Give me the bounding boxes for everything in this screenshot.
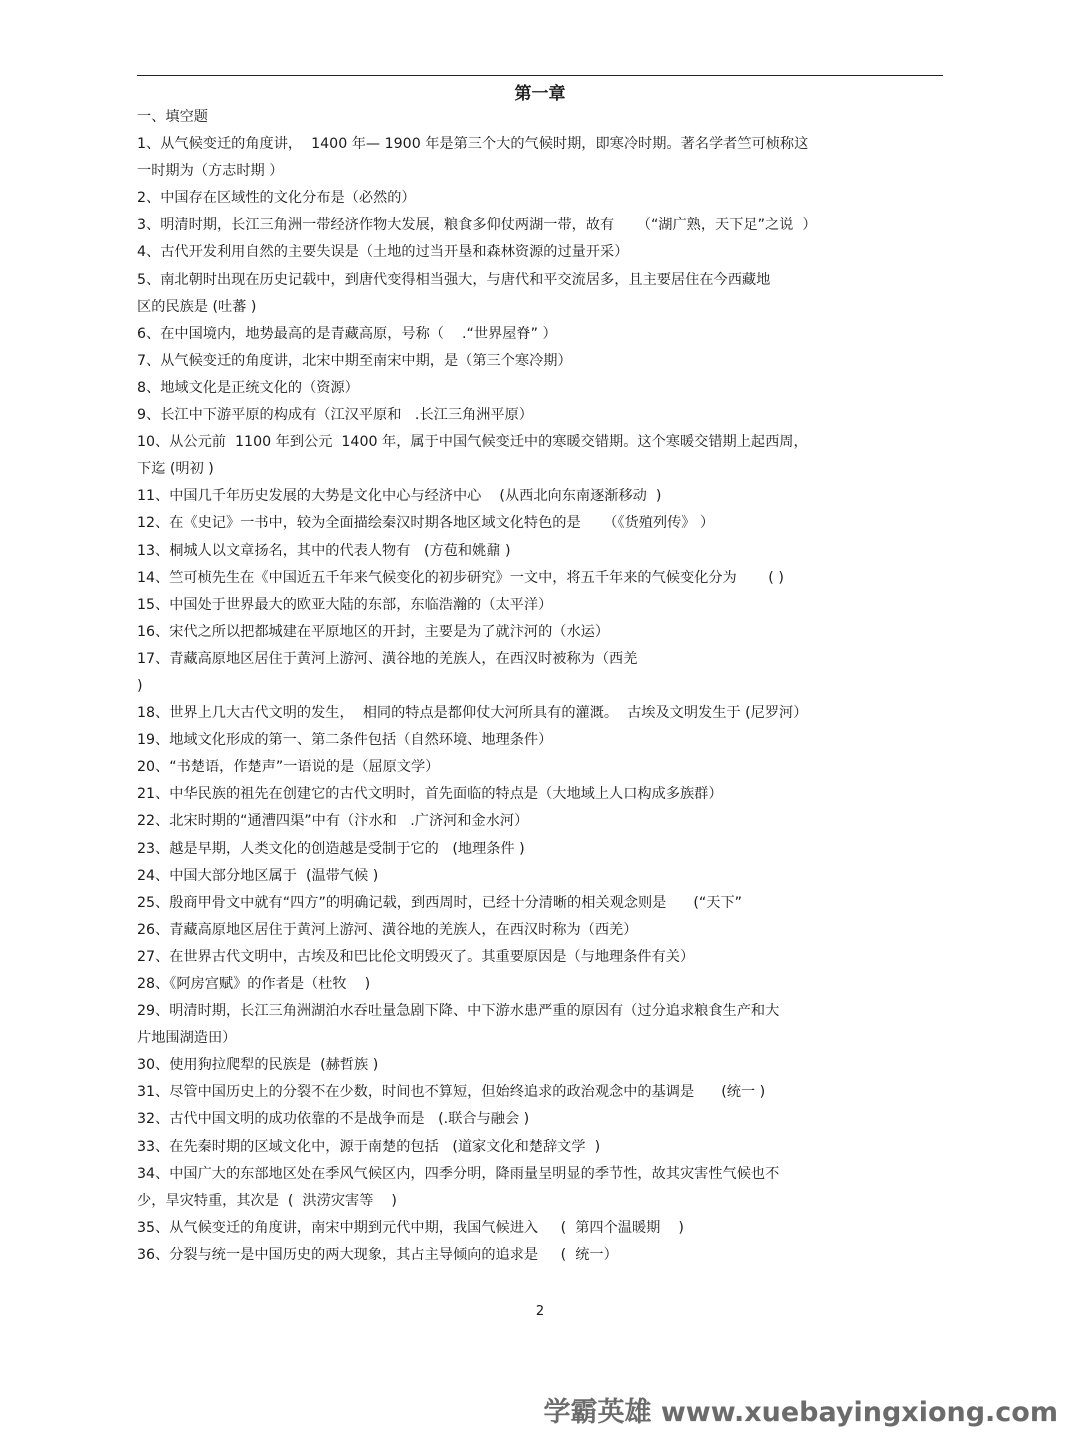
text-line: 23、越是早期，人类文化的创造越是受制于它的 (地理条件 ) [137,840,525,857]
text-line: 21、中华民族的祖先在创建它的古代文明时，首先面临的特点是（大地域上人口构成多族群） [137,786,723,803]
text-line: 1、从气候变迁的角度讲， 1400 年— 1900 年是第三个大的气候时期，即寒冷时期。著名学者竺可桢称这 [137,136,809,153]
text-line: 10、从公元前 1100 年到公元 1400 年，属于中国气候变迁中的寒暖交错期。这个寒暖交错期上起西周， [137,434,808,451]
document-body [137,104,943,1269]
text-line: 13、桐城人以文章扬名，其中的代表人物有 (方苞和姚鼐 ) [137,542,511,559]
text-line: 34、中国广大的东部地区处在季风气候区内，四季分明，降雨量呈明显的季节性，故其灾害性气候也不 [137,1165,780,1182]
text-line: 35、从气候变迁的角度讲，南宋中期到元代中期，我国气候进入 ( 第四个温暖期 ) [137,1219,684,1236]
text-line: 4、古代开发利用自然的主要失误是（土地的过当开垦和森林资源的过量开采） [137,244,629,261]
text-line: 2、中国存在区域性的文化分布是（必然的） [137,190,416,207]
text-line: 32、古代中国文明的成功依靠的不是战争而是 (.联合与融会 ) [137,1111,530,1128]
chapter-title: 第一章 [514,84,566,104]
watermark-text: 学霸英雄 www.xuebayingxiong.com [543,1397,1058,1428]
text-line: 33、在先秦时期的区域文化中，源于南楚的包括 (道家文化和楚辞文学 ) [137,1138,601,1155]
text-line: 14、竺可桢先生在《中国近五千年来气候变化的初步研究》一文中，将五千年来的气候变化分为 ( ) [137,569,784,586]
text-line: 16、宋代之所以把都城建在平原地区的开封，主要是为了就汴河的（水运） [137,623,610,640]
text-line: 24、中国大部分地区属于 (温带气候 ) [137,867,379,884]
text-line: 12、在《史记》一书中，较为全面描绘秦汉时期各地区域文化特色的是 （《货殖列传》 ） [137,515,715,532]
page-number: 2 [535,1304,545,1319]
text-line: 8、地域文化是正统文化的（资源） [137,379,359,396]
text-line: 11、中国几千年历史发展的大势是文化中心与经济中心 (从西北向东南逐渐移动 ) [137,488,662,505]
text-line: 29、明清时期，长江三角洲湖泊水吞吐量急剧下降、中下游水患严重的原因有（过分追求粮食生产和大 [137,1003,780,1020]
text-line: 31、尽管中国历史上的分裂不在少数，时间也不算短，但始终追求的政治观念中的基调是 (统一 ) [137,1084,766,1101]
text-line: 片地围湖造田） [137,1030,237,1047]
text-line: 36、分裂与统一是中国历史的两大现象，其占主导倾向的追求是 ( 统一） [137,1246,618,1263]
text-line: 少，旱灾特重，其次是 ( 洪涝灾害等 ) [137,1192,397,1209]
top-rule [137,75,943,76]
text-line: 30、使用狗拉爬犁的民族是 (赫哲族 ) [137,1057,379,1074]
text-line: 27、在世界古代文明中，古埃及和巴比伦文明毁灭了。其重要原因是（与地理条件有关） [137,948,695,965]
text-line: 19、地域文化形成的第一、第二条件包括（自然环境、地理条件） [137,732,553,749]
text-line: 15、中国处于世界最大的欧亚大陆的东部，东临浩瀚的（太平洋） [137,596,553,613]
text-line: ) [137,677,143,694]
text-line: 22、北宋时期的“通漕四渠”中有（汴水和 .广济河和金水河） [137,813,529,830]
text-line: 25、殷商甲骨文中就有“四方”的明确记载，到西周时，已经十分清晰的相关观念则是 (“天下” [137,894,742,911]
text-line: 9、长江中下游平原的构成有（江汉平原和 .长江三角洲平原） [137,407,533,424]
text-line: 下迄 (明初 ) [137,461,214,478]
text-line: 3、明清时期，长江三角洲一带经济作物大发展，粮食多仰仗两湖一带，故有 （“湖广熟，天下足”之说 ） [137,217,817,234]
text-line: 18、世界上几大古代文明的发生， 相同的特点是都仰仗大河所具有的灌溉。 古埃及文明发生于 (尼罗河） [137,705,808,722]
text-line: 6、在中国境内，地势最高的是青藏高原，号称（ .“世界屋脊” ） [137,325,557,342]
text-line: 28、《阿房宫赋》的作者是（杜牧 ) [137,976,371,992]
text-line: 20、“书楚语，作楚声”一语说的是（屈原文学） [137,759,440,776]
text-line: 5、南北朝时出现在历史记载中，到唐代变得相当强大，与唐代和平交流居多，且主要居住在今西藏地 [137,271,771,288]
section-heading: 一、填空题 [137,109,208,125]
text-line: 26、青藏高原地区居住于黄河上游河、潢谷地的羌族人，在西汉时称为（西羌） [137,921,638,938]
text-line: 7、从气候变迁的角度讲，北宋中期至南宋中期，是（第三个寒冷期） [137,352,572,369]
text-line: 17、青藏高原地区居住于黄河上游河、潢谷地的羌族人，在西汉时被称为（西羌 [137,650,638,667]
text-line: 区的民族是 (吐蕃 ) [137,298,257,315]
text-line: 一时期为（方志时期 ） [137,163,284,180]
